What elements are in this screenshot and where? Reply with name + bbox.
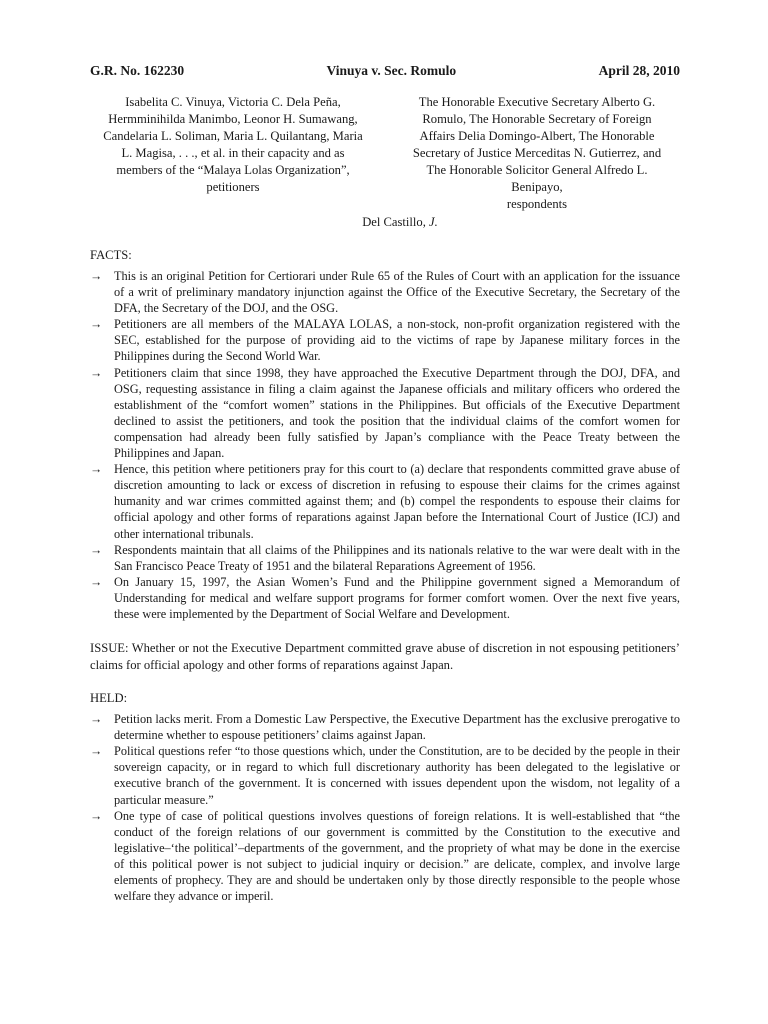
respondents-line: Benipayo, <box>511 180 563 194</box>
list-item <box>90 365 680 462</box>
list-item <box>90 461 680 541</box>
arrow-icon: → <box>90 462 103 477</box>
petitioners-line: Candelaria L. Soliman, Maria L. Quilantang, Maria <box>103 129 363 143</box>
case-title: Vinuya v. Sec. Romulo <box>326 63 457 78</box>
fact-text: Petitioners claim that since 1998, they have approached the Executive Department through the DOJ, DFA, and OSG, requesting assistance in filing a claim against the Japanese officials and military officers who ordered the establishment of the “comfort women” stations in the Philippines. But officials of the Executive Department declined to assist the petitioners, and took the position that the individual claims of the comfort women for compensation had already been fully satisfied by Japan’s compliance with the Peace Treaty between the Philippines and Japan. <box>114 365 680 461</box>
held-heading: HELD: <box>90 691 128 706</box>
respondents-line: The Honorable Solicitor General Alfredo L. <box>426 163 648 177</box>
fact-text: On January 15, 1997, the Asian Women’s Fund and the Philippine government signed a Memorandum of Understanding for medical and welfare support programs for former comfort women. Over the next five years, these were implemented by the Department of Social Welfare and Development. <box>114 574 680 621</box>
arrow-icon: → <box>90 712 103 727</box>
respondents-block <box>394 94 680 213</box>
arrow-icon: → <box>90 317 103 332</box>
held-text: Political questions refer “to those questions which, under the Constitution, are to be decided by the people in their sovereign capacity, or in regard to which full discretionary authority has been delegated to the legislative or executive branch of the government. It is concerned with issues dependent upon the wisdom, not legality of a particular measure.” <box>114 744 680 807</box>
list-item <box>90 542 680 574</box>
fact-text: Hence, this petition where petitioners pray for this court to (a) declare that respondents committed grave abuse of discretion amounting to lack or excess of discretion in refusing to espouse their claims for the crimes against humanity and war crimes committed against them; and (b) compel the respondents to espouse their claims for official apology and other forms of reparations against Japan before the International Court of Justice (ICJ) and other international tribunals. <box>114 462 680 541</box>
respondents-line: Affairs Delia Domingo-Albert, The Honorable <box>419 129 655 143</box>
list-item <box>90 711 680 743</box>
case-number: G.R. No. 162230 <box>90 63 185 78</box>
ponente <box>120 214 680 231</box>
petitioners-label: petitioners <box>206 180 260 194</box>
list-item <box>90 316 680 364</box>
held-text: One type of case of political questions involves questions of foreign relations. It is well-established that “the conduct of the foreign relations of our government is committed by the Constitution to the executive and legislative–‘the political’–departments of the government, and the propriety of what may be done in the exercise of this political power is not subject to judicial inquiry or decision.” are delicate, complex, and involve large elements of prophecy. They are and should be undertaken only by those directly responsible to the people whose welfare they advance or imperil. <box>114 808 680 904</box>
arrow-icon: → <box>90 574 103 589</box>
petitioners-line: members of the “Malaya Lolas Organization”, <box>116 163 350 177</box>
list-item <box>90 808 680 905</box>
facts-heading: FACTS: <box>90 248 132 262</box>
ponente-name: Del Castillo, <box>362 215 426 229</box>
arrow-icon: → <box>90 808 103 823</box>
fact-text: Petitioners are all members of the MALAYA LOLAS, a non-stock, non-profit organization registered with the SEC, established for the purpose of providing aid to the victims of rape by Japanese military forces in the Philippines during the Second World War. <box>114 317 680 364</box>
petitioners-line: Isabelita C. Vinuya, Victoria C. Dela Peña, <box>125 95 341 109</box>
case-header <box>90 62 680 80</box>
fact-text: This is an original Petition for Certiorari under Rule 65 of the Rules of Court with an application for the issuance of a writ of preliminary mandatory injunction against the Office of the Executive Secretary, the Secretary of the DFA, the Secretary of the DOJ, and the OSG. <box>114 269 680 316</box>
list-item <box>90 574 680 622</box>
respondents-label: respondents <box>506 197 568 211</box>
decision-date: April 28, 2010 <box>598 63 680 78</box>
respondents-line: Romulo, The Honorable Secretary of Foreign <box>422 112 652 126</box>
petitioners-block <box>90 94 376 213</box>
arrow-icon: → <box>90 542 103 557</box>
ponente-title: J. <box>429 215 438 229</box>
arrow-icon: → <box>90 744 103 759</box>
list-item <box>90 743 680 807</box>
issue-paragraph: ISSUE: Whether or not the Executive Department committed grave abuse of discretion in not espousing petitioners’ claims for official apology and other forms of reparations against Japan. <box>90 641 680 673</box>
held-list <box>90 711 680 904</box>
held-text: Petition lacks merit. From a Domestic Law Perspective, the Executive Department has the exclusive prerogative to determine whether to espouse petitioners’ claims against Japan. <box>114 712 680 743</box>
facts-list <box>90 268 680 622</box>
arrow-icon: → <box>90 269 103 283</box>
respondents-line: Secretary of Justice Merceditas N. Gutierrez, and <box>412 146 662 160</box>
list-item <box>90 268 680 316</box>
petitioners-line: L. Magisa, . . ., et al. in their capacity and as <box>121 146 345 160</box>
parties-block <box>90 94 680 213</box>
fact-text: Respondents maintain that all claims of the Philippines and its nationals relative to the war were dealt with in the San Francisco Peace Treaty of 1951 and the bilateral Reparations Agreement of 1956. <box>114 542 680 573</box>
respondents-line: The Honorable Executive Secretary Alberto G. <box>418 95 656 109</box>
arrow-icon: → <box>90 365 103 380</box>
petitioners-line: Hermminihilda Manimbo, Leonor H. Sumawang, <box>108 112 358 126</box>
